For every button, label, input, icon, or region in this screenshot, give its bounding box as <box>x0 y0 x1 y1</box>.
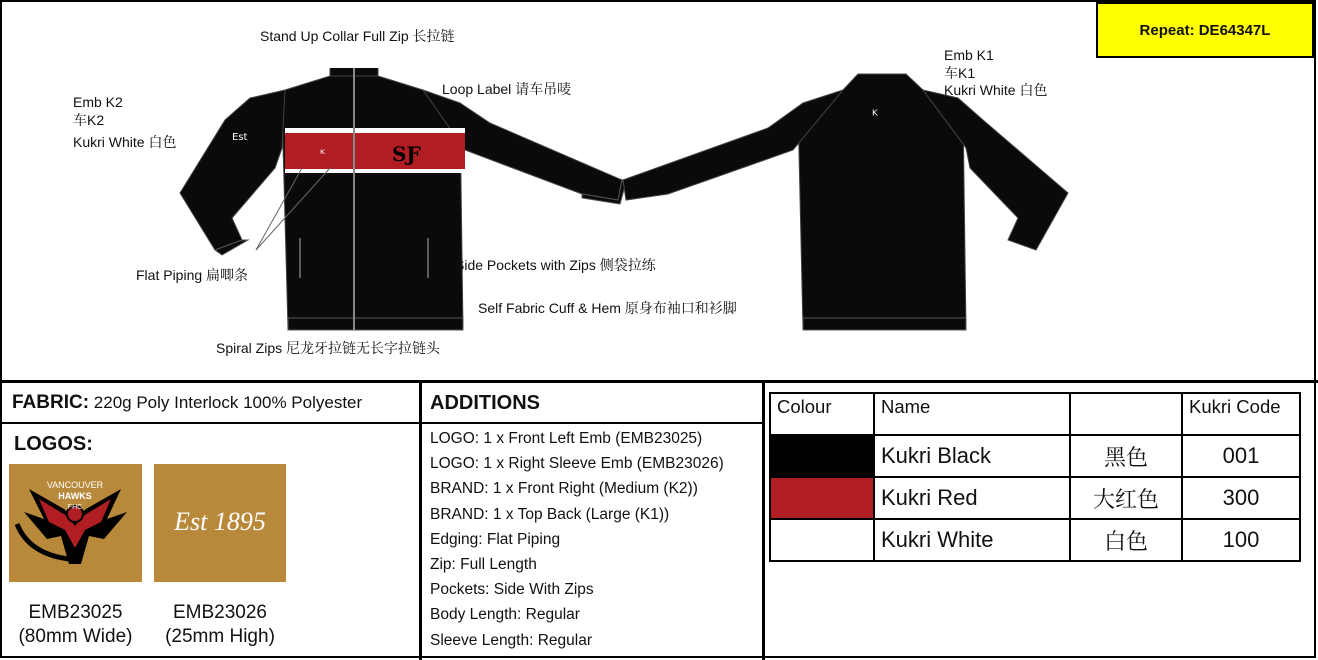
colour-cn: 白色 <box>1070 519 1182 561</box>
divider-horizontal <box>0 380 1318 383</box>
label-emb-k1-3: Kukri White 白色 <box>944 82 1048 98</box>
table-row <box>770 435 1300 477</box>
colour-cn: 大红色 <box>1070 477 1182 519</box>
colours-header-row <box>770 393 1300 435</box>
label-loop: Loop Label 请车吊唛 <box>442 81 572 97</box>
addition-item: Sleeve Length: Regular <box>430 631 593 649</box>
colour-swatch <box>770 519 874 561</box>
label-collar: Stand Up Collar Full Zip 长拉链 <box>260 28 455 44</box>
logo-caption-1 <box>9 601 142 649</box>
addition-item: Zip: Full Length <box>430 555 537 573</box>
addition-item: BRAND: 1 x Top Back (Large (K1)) <box>430 505 670 523</box>
label-emb-k1-1: Emb K1 <box>944 47 994 63</box>
table-row <box>770 477 1300 519</box>
additions-divider <box>420 422 763 424</box>
additions-title: ADDITIONS <box>430 392 540 414</box>
label-emb-k2-2: 车K2 <box>73 112 105 128</box>
fabric-value: 220g Poly Interlock 100% Polyester <box>93 393 363 412</box>
addition-item: Body Length: Regular <box>430 606 580 624</box>
svg-text:Est: Est <box>232 132 248 143</box>
label-side-pockets: Side Pockets with Zips 侧袋拉练 <box>455 257 656 273</box>
colour-code: 100 <box>1182 519 1300 561</box>
logo-est-text: Est 1895 <box>174 507 266 536</box>
additions-list <box>430 429 724 656</box>
fabric-divider <box>0 422 420 424</box>
logo-text-bot: FHC <box>67 504 83 511</box>
svg-text:ᴷ: ᴷ <box>872 108 878 124</box>
label-emb-k2-1: Emb K2 <box>73 94 123 110</box>
colour-name: Kukri White <box>874 519 1070 561</box>
svg-text:ᴷ: ᴷ <box>320 147 325 161</box>
label-spiral-zips: Spiral Zips 尼龙牙拉链无长字拉链头 <box>216 340 441 356</box>
jacket-back-illustration <box>598 68 1073 334</box>
colour-cn: 黑色 <box>1070 435 1182 477</box>
colour-code: 300 <box>1182 477 1300 519</box>
label-emb-k2-3: Kukri White 白色 <box>73 134 177 150</box>
colours-table <box>769 392 1301 562</box>
logo-size-1: (80mm Wide) <box>18 626 133 647</box>
fabric-label: FABRIC: <box>12 392 90 413</box>
colour-code: 001 <box>1182 435 1300 477</box>
header-colour: Colour <box>770 393 874 435</box>
fabric-line <box>12 392 362 414</box>
logo-text-mid: HAWKS <box>58 491 92 501</box>
addition-item: Edging: Flat Piping <box>430 530 561 548</box>
logo-text-top: VANCOUVER <box>46 480 104 490</box>
jacket-front-illustration <box>170 68 630 334</box>
addition-item: LOGO: 1 x Right Sleeve Emb (EMB23026) <box>430 455 724 473</box>
logos-title: LOGOS: <box>14 433 93 455</box>
logo-size-2: (25mm High) <box>165 626 275 647</box>
hawk-logo-icon <box>9 464 142 582</box>
logo-caption-2 <box>154 601 286 649</box>
logo-code-1: EMB23025 <box>28 602 123 623</box>
header-kukri-code: Kukri Code <box>1182 393 1300 435</box>
logo-emb23025 <box>9 464 142 582</box>
colour-swatch <box>770 435 874 477</box>
colour-name: Kukri Black <box>874 435 1070 477</box>
colour-name: Kukri Red <box>874 477 1070 519</box>
logo-code-2: EMB23026 <box>172 602 267 623</box>
table-row <box>770 519 1300 561</box>
label-flat-piping: Flat Piping 扁唧条 <box>136 267 249 283</box>
header-blank <box>1070 393 1182 435</box>
header-name: Name <box>874 393 1070 435</box>
label-cuff-hem: Self Fabric Cuff & Hem 原身布袖口和衫脚 <box>478 300 737 316</box>
label-emb-k1-2: 车K1 <box>944 65 976 81</box>
colour-swatch <box>770 477 874 519</box>
svg-text:ЅƑ: ЅƑ <box>392 142 421 166</box>
est-logo-icon <box>154 464 286 582</box>
addition-item: BRAND: 1 x Front Right (Medium (K2)) <box>430 480 698 498</box>
repeat-code-badge: Repeat: DE64347L <box>1096 2 1314 58</box>
addition-item: LOGO: 1 x Front Left Emb (EMB23025) <box>430 430 703 447</box>
logo-emb23026 <box>154 464 286 582</box>
addition-item: Pockets: Side With Zips <box>430 581 594 599</box>
